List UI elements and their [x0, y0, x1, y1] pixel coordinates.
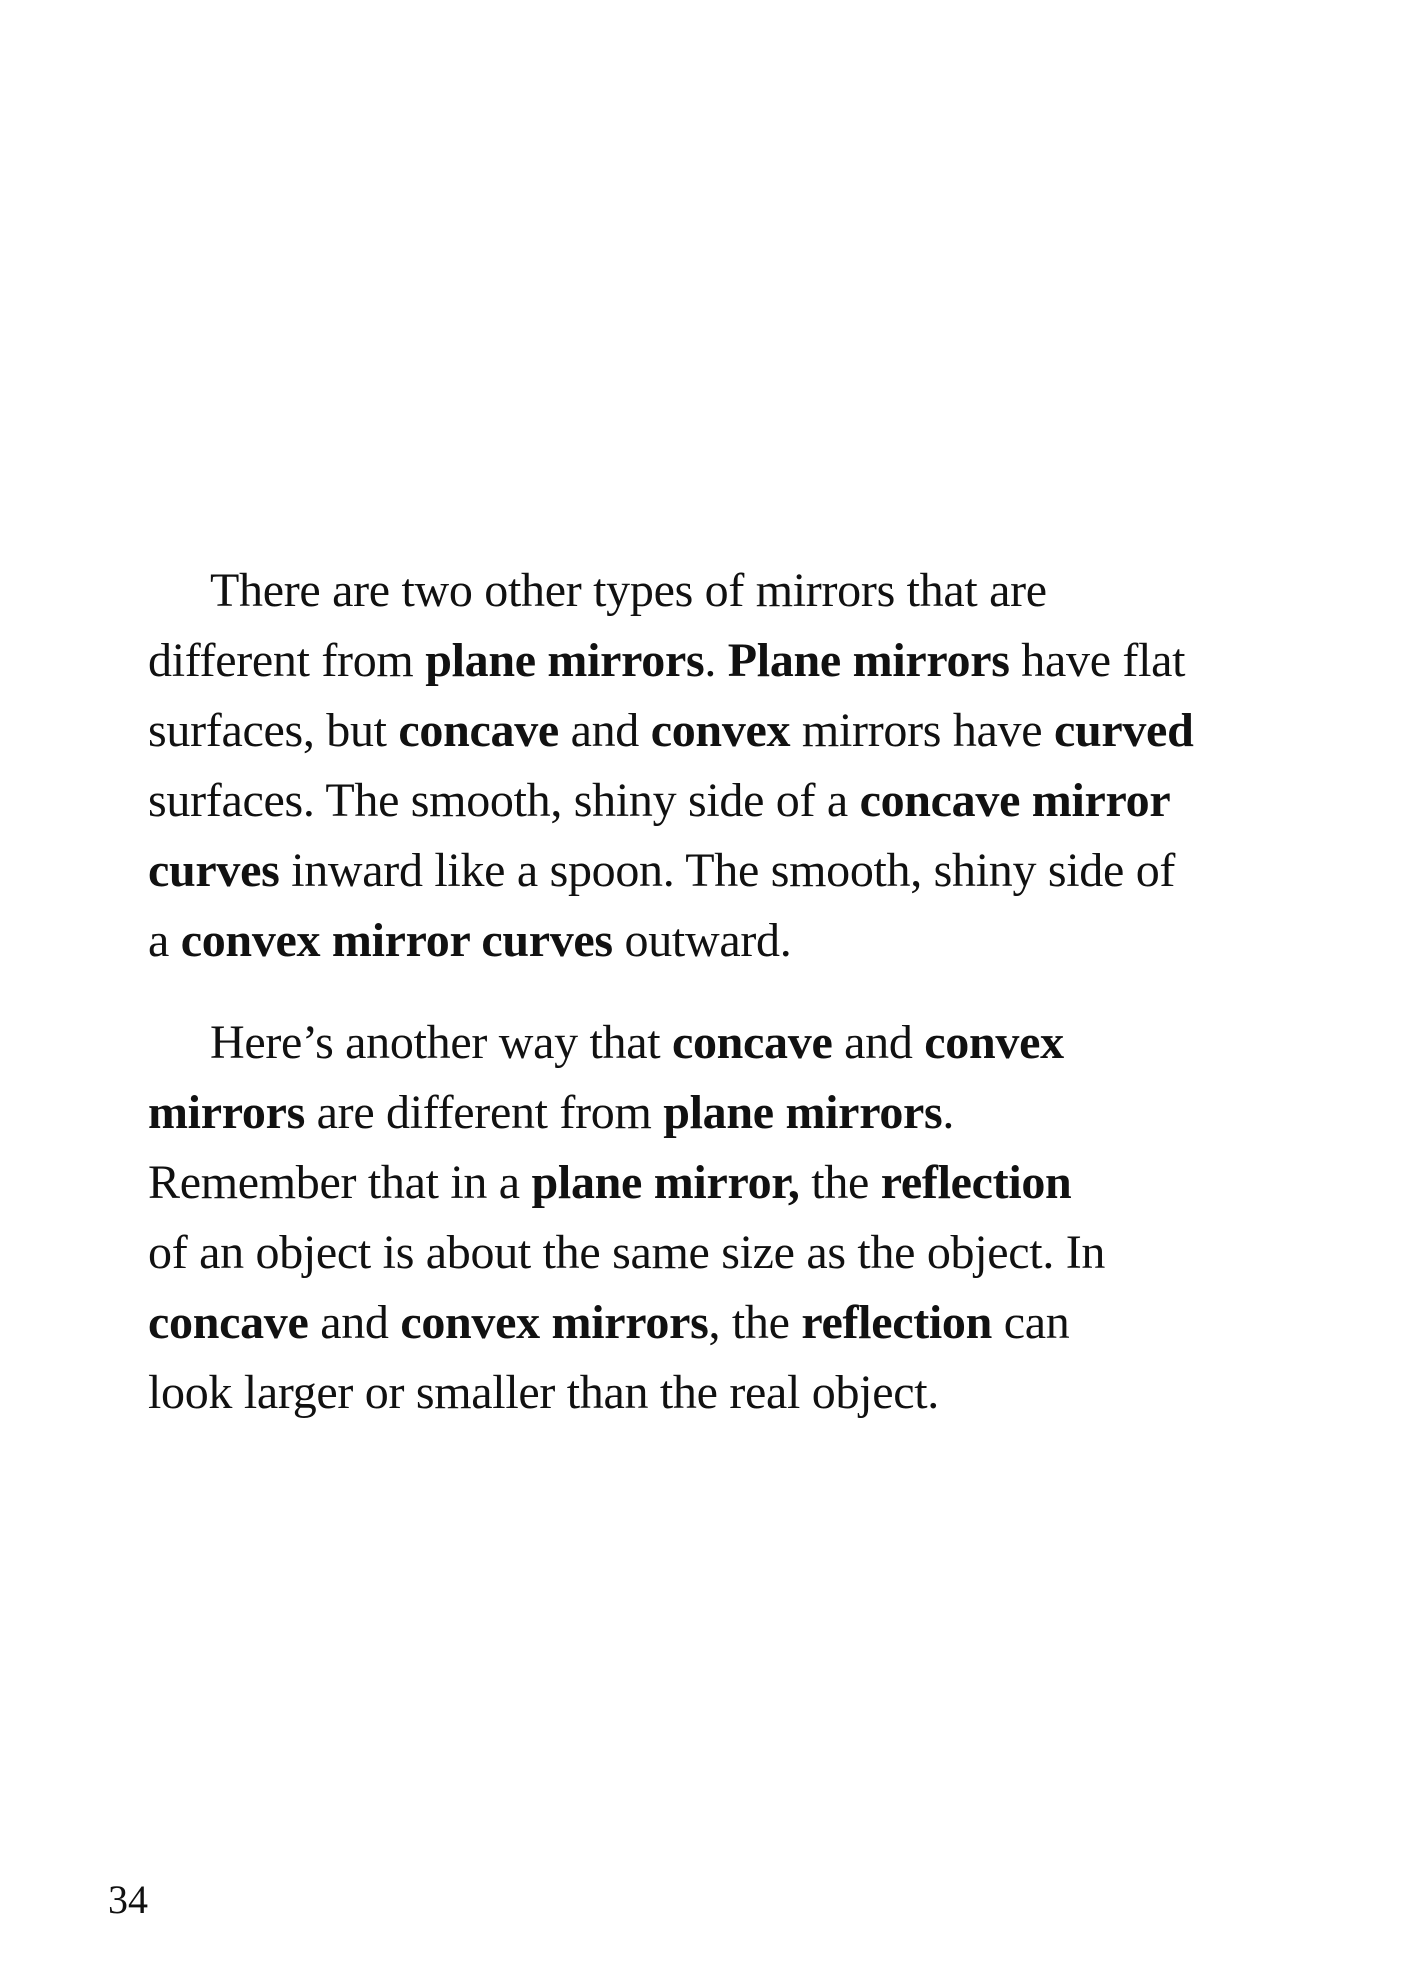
text-run: can: [992, 1296, 1070, 1349]
bold-term: convex mirrors: [400, 1296, 709, 1349]
bold-term: Plane mirrors: [727, 634, 1010, 687]
text-run: and: [832, 1016, 925, 1069]
text-run: , the: [708, 1296, 802, 1349]
bold-term: concave: [671, 1016, 833, 1069]
text-run: look larger or smaller than the real object.: [148, 1366, 939, 1419]
paragraph-2: [148, 1008, 1268, 1428]
text-run: inward like a spoon. The smooth, shiny side of: [279, 844, 1176, 897]
bold-term: plane mirrors: [425, 634, 705, 687]
paragraph-1: [148, 556, 1268, 976]
text-run: Here’s another way that: [210, 1016, 672, 1069]
text-run: Remember that in a: [148, 1156, 532, 1209]
text-run: and: [308, 1296, 401, 1349]
bold-term: convex: [924, 1016, 1064, 1069]
text-run: the: [799, 1156, 881, 1209]
page-number: 34: [108, 1877, 148, 1922]
text-line: [148, 1288, 1268, 1358]
bold-term: curved: [1053, 704, 1194, 757]
bold-term: plane mirrors: [663, 1086, 943, 1139]
text-run: surfaces. The smooth, shiny side of a: [148, 774, 860, 827]
bold-term: convex: [650, 704, 791, 757]
text-line: [148, 626, 1268, 696]
text-run: a: [148, 914, 181, 967]
text-line: [148, 696, 1268, 766]
text-run: .: [942, 1086, 955, 1139]
bold-term: reflection: [880, 1156, 1072, 1209]
bold-term: plane mirror,: [531, 1156, 800, 1209]
bold-term: reflection: [801, 1296, 993, 1349]
bold-term: concave: [148, 1296, 309, 1349]
text-line: [148, 906, 1268, 976]
text-run: are different from: [304, 1086, 664, 1139]
text-run: and: [558, 704, 651, 757]
bold-term: concave mirror: [859, 774, 1171, 827]
text-line: [148, 1078, 1268, 1148]
text-run: have flat: [1009, 634, 1186, 687]
text-line: [148, 836, 1268, 906]
bold-term: convex mirror curves: [180, 914, 613, 967]
text-line: [148, 1008, 1268, 1078]
bold-term: concave: [398, 704, 559, 757]
bold-term: mirrors: [148, 1086, 305, 1139]
body-text: [148, 556, 1268, 1428]
bold-term: curves: [148, 844, 280, 897]
text-line: [148, 556, 1268, 626]
text-line: [148, 766, 1268, 836]
text-run: surfaces, but: [148, 704, 399, 757]
text-run: of an object is about the same size as the object. In: [148, 1226, 1106, 1279]
text-run: .: [704, 634, 728, 687]
text-run: different from: [148, 634, 426, 687]
text-run: mirrors have: [790, 704, 1054, 757]
text-run: outward.: [612, 914, 792, 967]
text-run: There are two other types of mirrors that are: [210, 564, 1047, 617]
text-line: [148, 1358, 1268, 1428]
text-line: [148, 1218, 1268, 1288]
text-line: [148, 1148, 1268, 1218]
